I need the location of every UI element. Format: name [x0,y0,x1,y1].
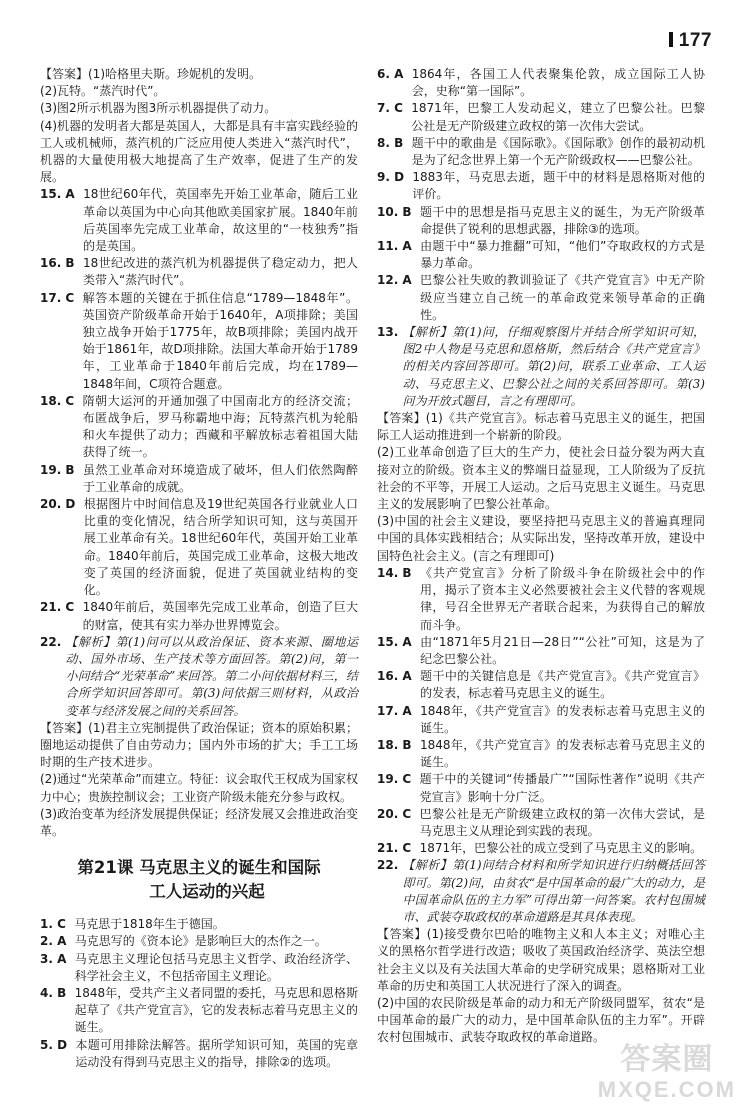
answer-item [377,565,705,634]
answer-number: 3. A [40,951,75,966]
answer-text: 巴黎公社失败的教训验证了《共产党宣言》中无产阶级应当建立自己统一的革命政党来领导革命的正确性。 [420,273,705,322]
answer-number: 16. A [377,669,421,684]
answer-item [40,393,358,462]
answer-item [377,169,705,203]
answer-paragraph: (2)工业革命创造了巨大的生产力，使社会日益分裂为两大直接对立的阶级。资本主义的弊端日益显现，工人阶级为了反抗社会的不平等，开展工人运动。之后马克思主义诞生。马克思主义的发展影响了巴黎公社革命。 [377,445,705,512]
answer-number: 19. C [377,772,420,787]
answer-number: 21. C [40,600,83,615]
answer-text: 18世纪改进的蒸汽机为机器提供了稳定动力，把人类带入“蒸汽时代”。 [82,256,358,288]
answer-number: 4. B [40,985,75,1000]
answer-item [377,737,705,771]
answer-number: 20. C [377,806,420,821]
answer-paragraph: (3)政治变革为经济发展提供保证；经济发展又会推进政治变革。 [40,806,358,838]
answer-item [40,916,358,933]
answer-paragraph: 【答案】(1)接受费尔巴哈的唯物主义和人本主义；对唯心主义的黑格尔哲学进行改造；吸收了英国政治经济学、英法空想社会主义以及有关法国大革命的史学研究成果；恩格斯对工业革命的历史和英国工人状况进行了深入的调查。 [377,927,705,993]
answer-text: 题干中的关键信息是《共产党宣言》。《共产党宣言》的发表，标志着马克思主义的诞生。 [420,669,705,701]
answer-text: 1864年，各国工人代表聚集伦敦，成立国际工人协会，史称“第一国际”。 [411,67,705,99]
answer-item [377,324,705,410]
answer-number: 1. C [40,917,75,932]
lesson-heading-line1: 第21课 马克思主义的诞生和国际 [77,858,321,878]
answer-item [40,290,358,393]
answer-number: 5. D [40,1037,76,1052]
answer-paragraph: (2)通过“光荣革命”而建立。特征：议会取代王权成为国家权力中心；贵族控制议会；工业资产阶级未能充分参与政权。 [40,772,358,804]
answer-text: 虽然工业革命对环境造成了破坏，但人们依然陶醉于工业革命的成就。 [82,462,358,494]
answer-text: 题干中的歌曲是《国际歌》。《国际歌》创作的最初动机是为了纪念世界上第一个无产阶级政权——巴黎公社。 [411,135,705,168]
answer-number: 17. A [377,703,421,718]
answer-text: 隋朝大运河的开通加强了中国南北方的经济交流；布匿战争后，罗马称霸地中海；瓦特蒸汽机为轮船和火车提供了动力；西藏和平解放标志着祖国大陆获得了统一。 [82,393,358,460]
answer-item [40,599,358,633]
answer-number: 19. B [40,462,83,477]
answer-paragraph: 【答案】(1)君主立宪制提供了政治保证；资本的原始积累；圈地运动提供了自由劳动力；国内外市场的扩大；手工工场时期的生产技术进步。 [40,720,358,770]
answer-number: 11. A [377,239,421,254]
answer-text: 18世纪60年代，英国率先开始工业革命，随后工业革命以英国为中心向其他欧美国家扩展。1840年前后英国率先完成工业革命，故这里的“一枝独秀”指的是英国。 [83,187,358,254]
answer-text: 1871年，巴黎工人发动起义，建立了巴黎公社。巴黎公社是无产阶级建立政权的第一次伟大尝试。 [411,101,705,133]
answer-text: 解答本题的关键在于抓住信息“1789—1848年”。英国资产阶级革命开始于1640年，A项排除；美国独立战争开始于1775年，故B项排除；美国内战开始于1861年，故D项排除。法国大革命开始于1789年，工业革命于1840年前后完成，均在1789—1848年间，C项符合题意。 [82,290,358,391]
answer-item [377,100,705,134]
answer-text: 【解析】第(1)问结合材料和所学知识进行归纳概括回答即可。第(2)问，由贫农“是中国革命的最广大的动力，是中国革命队伍的主力军”可得出第一问答案。农村包围城市、武装夺取政权的革命道路是其具体表现。 [402,858,705,924]
answer-item [377,634,705,668]
answer-number: 18. C [40,393,83,408]
answer-paragraph: (3)图2所示机器为图3所示机器提供了动力。 [40,101,277,116]
answer-number: 15. A [40,187,84,202]
answer-text: 1840年前后，英国率先完成工业革命，创造了巨大的财富，使其有实力举办世界博览会。 [82,600,358,632]
answer-item [377,703,705,737]
answer-number: 12. A [377,273,421,288]
answer-number: 21. C [377,841,420,856]
answer-text: 巴黎公社是无产阶级建立政权的第一次伟大尝试，是马克思主义从理论到实践的表现。 [419,806,705,838]
answer-number: 14. B [377,565,420,580]
answer-text: 根据图片中时间信息及19世纪英国各行业就业人口比重的变化情况，结合所学知识可知，这与英国开展工业革命有关。18世纪60年代，英国开始工业革命。1840年前后，英国完成工业革命，这极大地改变了英国的经济面貌，促进了英国就业结构的变化。 [83,497,358,598]
left-column [40,66,358,1071]
answer-text: 由题干中“暴力推翻”可知，“他们”夺取政权的方式是暴力革命。 [420,239,705,271]
answer-text: 题干中的思想是指马克思主义的诞生，为无产阶级革命提供了锐利的思想武器，排除③的选项。 [419,204,705,236]
answer-item [377,857,705,926]
answer-item [377,135,705,169]
answer-number: 16. B [40,256,83,271]
answer-item [377,840,705,857]
answer-text: 马克思主义理论包括马克思主义哲学、政治经济学、科学社会主义，不包括帝国主义理论。 [74,951,358,983]
answer-item [377,238,705,272]
answer-text: 《共产党宣言》分析了阶级斗争在阶级社会中的作用，揭示了资本主义必然要被社会主义代替的客观规律，号召全世界无产者联合起来，为获得自己的解放而斗争。 [419,565,705,632]
answer-text: 由“1871年5月21日—28日”“公社”可知，这是为了纪念巴黎公社。 [420,634,705,666]
answer-text: 1848年，《共产党宣言》的发表标志着马克思主义的诞生。 [419,737,705,770]
page-number-text: 177 [678,30,712,51]
answer-item [40,496,358,599]
watermark-line2: MXQE.COM [597,1077,736,1102]
answer-number: 15. A [377,634,421,649]
answer-item [40,951,358,985]
answer-text: 1848年，《共产党宣言》的发表标志着马克思主义的诞生。 [420,703,705,735]
lesson-heading-line2: 工人运动的兴起 [149,882,265,902]
answer-text: 本题可用排除法解答。据所学知识可知，英国的宪章运动没有得到马克思主义的指导，排除②的选项。 [75,1037,358,1069]
answer-number: 20. D [40,497,84,512]
answer-text: 【解析】第(1)问可以从政治保证、资本来源、圈地运动、国外市场、生产技术等方面回答。第(2)问，第一小问结合“光荣革命”来回答。第二小问依据材料三，结合所学知识回答即可。第(3)问依据三则材料，从政治变革与经济发展之间的关系回答。 [65,634,358,718]
answer-item [40,462,358,496]
watermark-logo [598,1045,736,1105]
answer-text: 1883年，马克思去逝，题干中的材料是恩格斯对他的评价。 [412,170,705,202]
answer-number: 10. B [377,204,420,219]
answer-item [377,668,705,702]
answer-item [377,204,705,238]
answer-number: 22. [377,858,403,873]
answer-item [377,771,705,805]
answer-number: 22. [40,634,66,649]
watermark-line1: 答案圈 [620,1043,714,1076]
answer-number: 7. C [377,101,412,116]
answer-item [377,806,705,840]
answer-number: 18. B [377,737,420,752]
answer-text: 1848年，受共产主义者同盟的委托，马克思和恩格斯起草了《共产党宣言》，它的发表标志着马克思主义的诞生。 [74,985,358,1035]
answer-paragraph: (4)机器的发明者大都是英国人，大都是具有丰富实践经验的工人或机械师，蒸汽机的广泛应用使人类进入“蒸汽时代”，机器的大量使用极大地提高了生产效率，促进了生产的发展。 [40,118,358,185]
answer-number: 6. A [377,67,412,81]
answer-paragraph: 【答案】(1)《共产党宣言》。标志着马克思主义的诞生，把国际工人运动推进到一个崭新的阶段。 [377,411,705,443]
answer-number: 17. C [40,290,83,305]
page-number-marker [669,32,673,47]
answer-text: 马克思写的《资本论》是影响巨大的杰作之一。 [74,934,327,949]
answer-text: 马克思于1818年生于德国。 [74,917,225,932]
page-number [669,30,712,52]
answer-number: 2. A [40,934,75,949]
answer-item [40,255,358,289]
answer-number: 8. B [377,135,412,150]
answer-text: 【解析】第(1)问，仔细观察图片并结合所学知识可知，图2中人物是马克思和恩格斯，然后结合《共产党宣言》的相关内容回答即可。第(2)问，联系工业革命、工人运动、马克思主义、巴黎公社之间的关系回答即可。第(3)问为开放式题目，言之有理即可。 [402,325,705,408]
answer-item [377,272,705,324]
answer-item [377,66,705,100]
answer-number: 9. D [377,170,413,185]
answer-paragraph: (2)中国的农民阶级是革命的动力和无产阶级同盟军，贫农“是中国革命的最广大的动力，是中国革命队伍的主力军”。开辟农村包围城市、武装夺取政权的革命道路。 [377,995,705,1045]
answer-item [40,634,358,720]
answer-paragraph: 【答案】(1)哈格里夫斯。珍妮机的发明。 [40,67,261,81]
answer-item [40,985,358,1037]
answer-item [40,1037,358,1071]
answer-paragraph: (2)瓦特。“蒸汽时代”。 [40,84,166,99]
answer-item [40,186,358,255]
answer-text: 1871年，巴黎公社的成立受到了马克思主义的影响。 [419,841,703,856]
lesson-heading [40,856,358,904]
right-column [377,66,705,1047]
answer-paragraph: (3)中国的社会主义建设，要坚持把马克思主义的普遍真理同中国的具体实践相结合；从实际出发，坚持改革开放，建设中国特色社会主义。(言之有理即可) [377,514,705,563]
answer-number: 13. [377,325,403,340]
answer-item [40,933,358,950]
answer-text: 题干中的关键词“传播最广”“国际性著作”说明《共产党宣言》影响十分广泛。 [419,772,705,804]
